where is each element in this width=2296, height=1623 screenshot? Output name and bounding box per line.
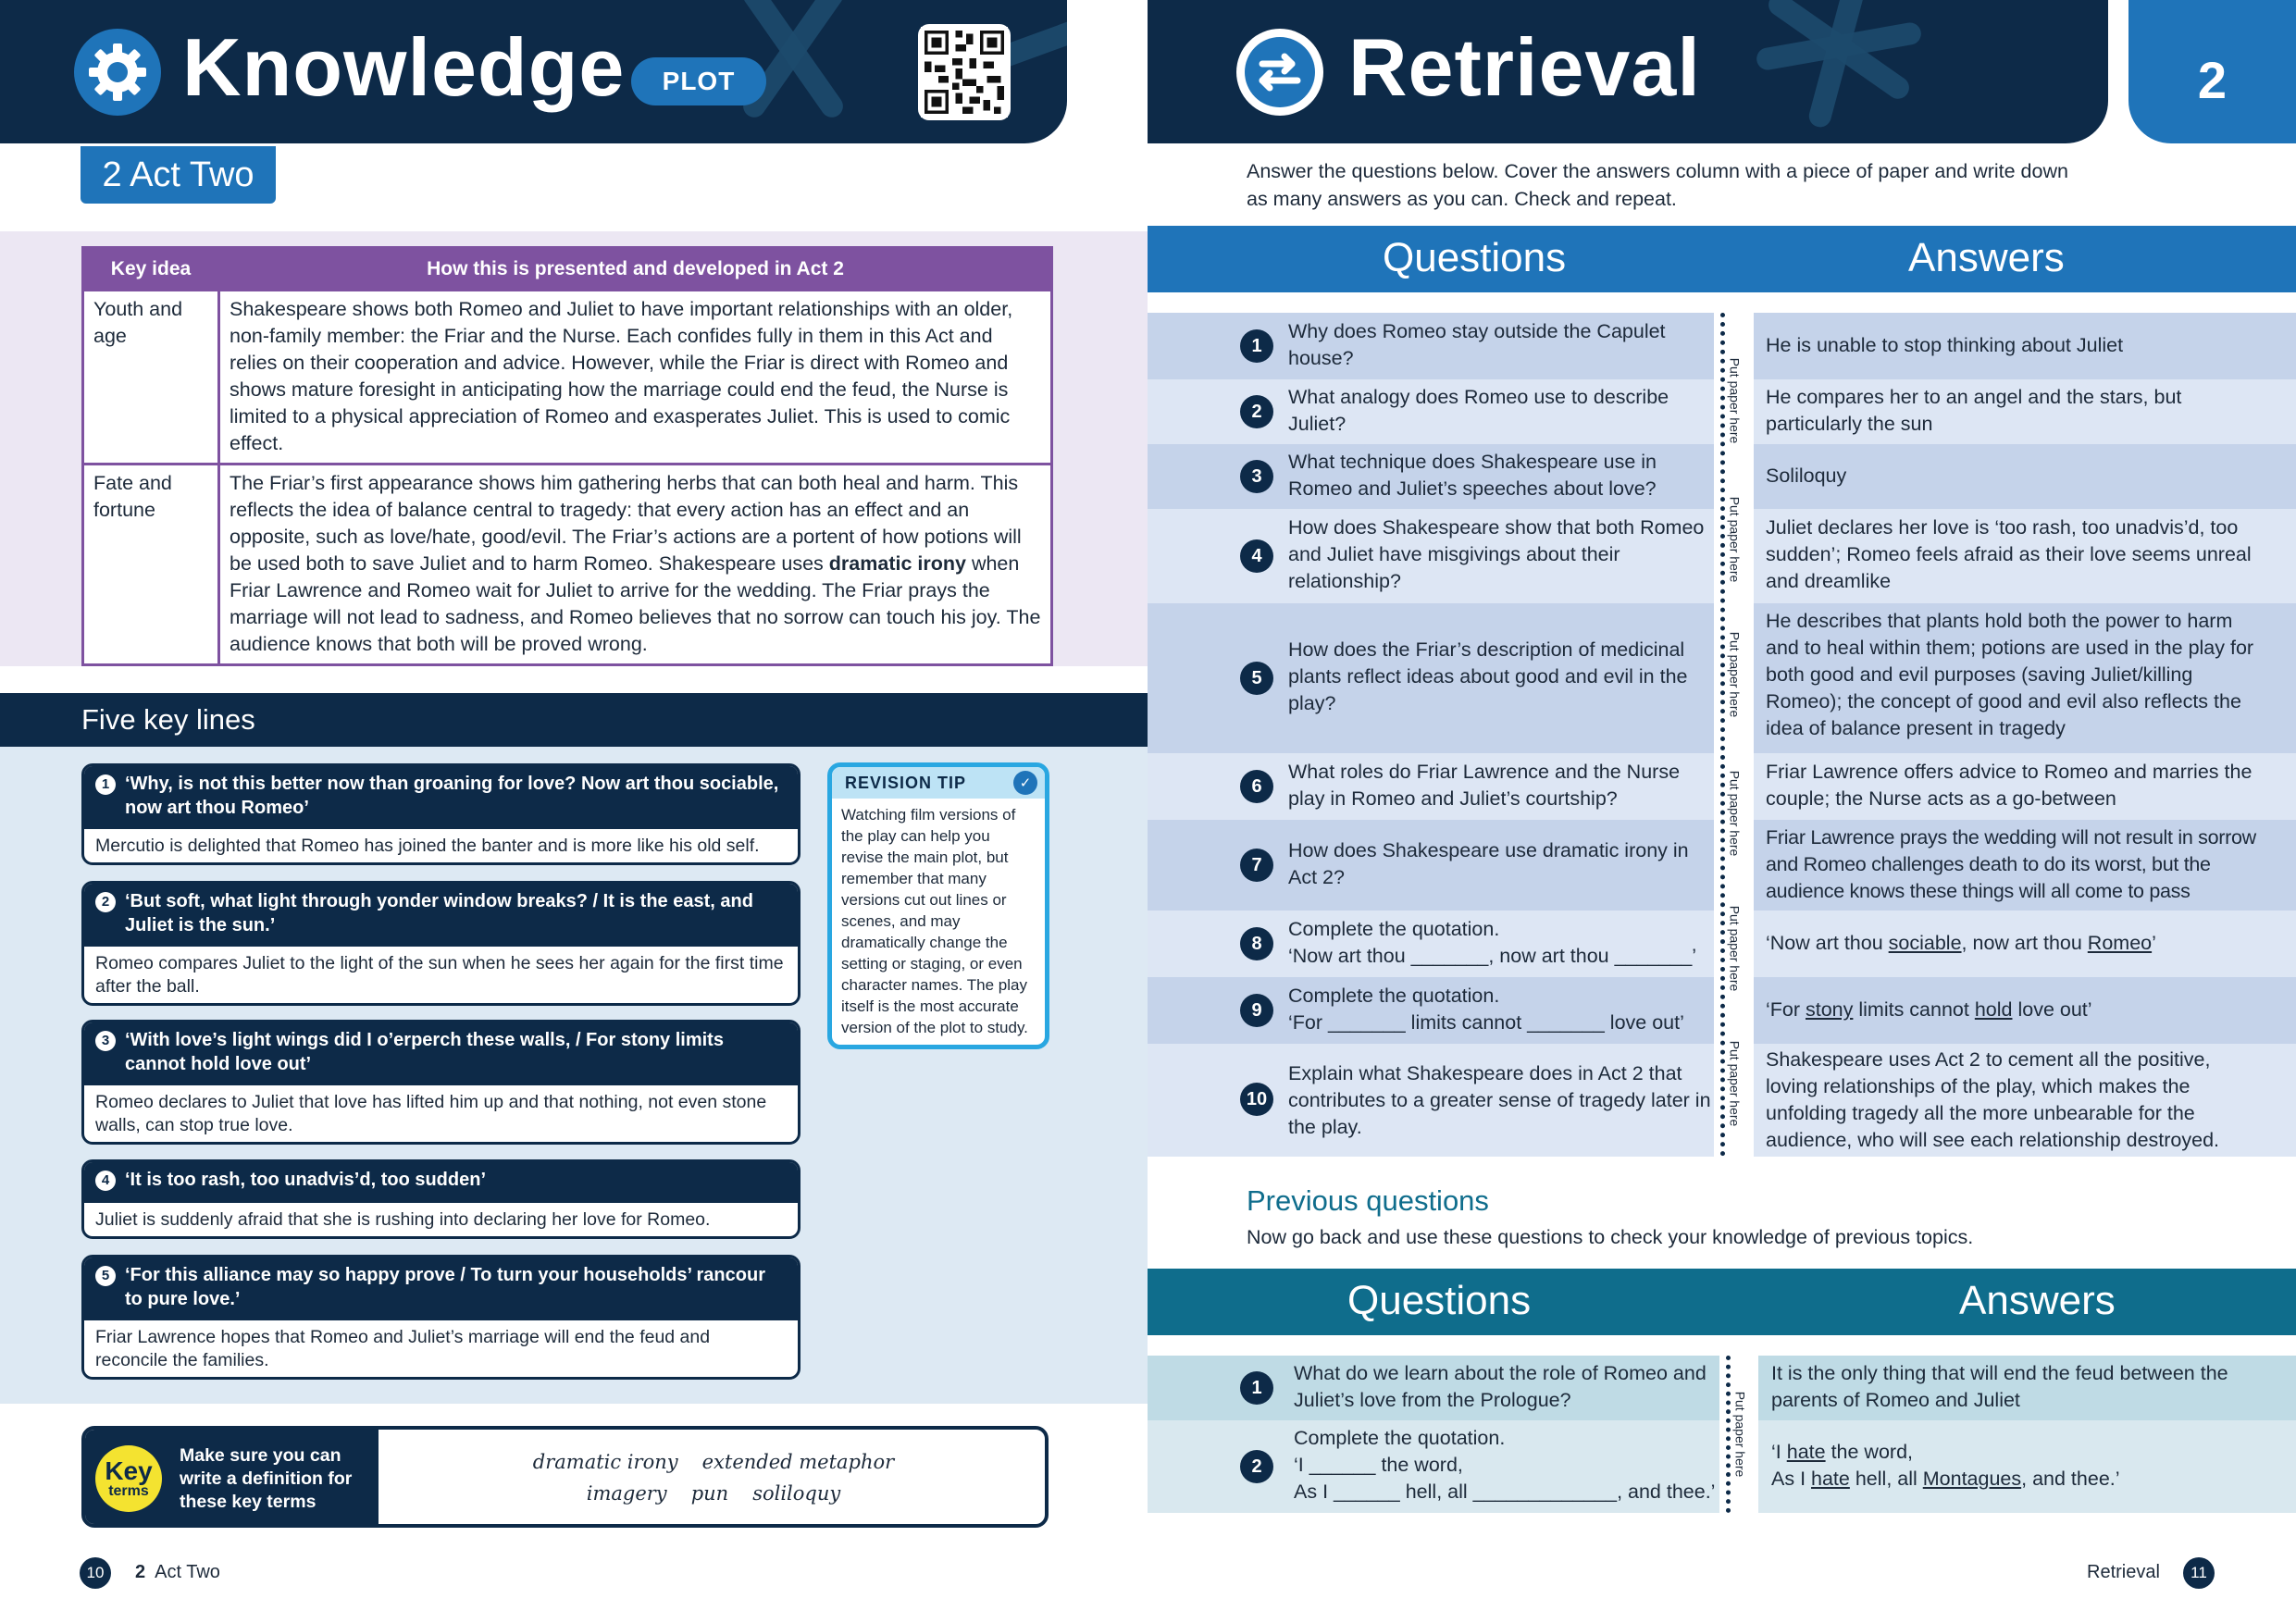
answers-heading: Answers	[1959, 1278, 2116, 1323]
section-label: 2 Act Two	[81, 146, 276, 204]
put-paper-here-label: Put paper here	[1727, 496, 1742, 583]
previous-questions-instructions: Now go back and use these questions to check your knowledge of previous topics.	[1247, 1226, 1974, 1248]
revision-tip-text: Watching film versions of the play can help you revise the main plot, but remember that many versions cut out lines or scenes, and may dramatically change the setting or staging, or even character names. The play itself is the most accurate version of the plot to study.	[841, 806, 1028, 1036]
question-number: 7	[1240, 849, 1273, 882]
revision-tip-title: REVISION TIP	[832, 767, 1045, 799]
exchange-arrows-icon	[1236, 29, 1323, 116]
previous-qa	[1148, 1356, 2296, 1515]
question-text: Complete the quotation. ‘I ______ the word, As I ______ hell, all _____________, and thee.’	[1294, 1427, 1716, 1503]
key-line-note: Juliet is suddenly afraid that she is rushing into declaring her love for Romeo.	[95, 1209, 711, 1230]
footer-label: 2 Act Two	[135, 1562, 220, 1582]
answer-text: Friar Lawrence prays the wedding will not result in sorrow and Romeo challenges death to do its worst, but the audience knows these things will all come to pass	[1766, 826, 2256, 902]
qa-header	[1148, 226, 2296, 292]
key-term: dramatic irony	[532, 1451, 678, 1473]
key-line-quote: ‘For this alliance may so happy prove / To turn your households’ rancour to pure love.’	[125, 1265, 765, 1309]
question-number: 10	[1240, 1083, 1273, 1116]
key-term: extended metaphor	[701, 1451, 895, 1473]
key-line-card	[81, 1159, 800, 1239]
question-number: 1	[1240, 329, 1273, 363]
number-badge: 2	[95, 892, 116, 912]
key-terms-list	[379, 1446, 1049, 1509]
number-badge: 3	[95, 1031, 116, 1051]
instructions: Answer the questions below. Cover the answers column with a piece of paper and write down as many answers as you can. Check and repeat.	[1247, 160, 2068, 210]
key-term: imagery	[586, 1482, 667, 1505]
footer-label: Retrieval	[2087, 1562, 2160, 1582]
key-line-note: Mercutio is delighted that Romeo has joined the banter and is more like his old self.	[95, 836, 760, 856]
key-line-quote: ‘Why, is not this better now than groaning for love? Now art thou sociable, now art thou Romeo’	[125, 774, 779, 818]
key-line-card	[81, 1020, 800, 1145]
number-badge: 5	[95, 1266, 116, 1286]
number-badge: 1	[95, 774, 116, 795]
answer-text: It is the only thing that will end the feud between the parents of Romeo and Juliet	[1771, 1362, 2228, 1411]
question-number: 6	[1240, 770, 1273, 803]
key-line-note: Romeo declares to Juliet that love has lifted him up and that nothing, not even stone walls, can stop true love.	[95, 1092, 767, 1135]
put-paper-here-label: Put paper here	[1727, 1040, 1742, 1127]
key-terms-badge: Key terms	[95, 1445, 162, 1512]
answers-heading: Answers	[1908, 235, 2065, 280]
question-text: What analogy does Romeo use to describe Juliet?	[1288, 386, 1669, 435]
number-badge: 4	[95, 1171, 116, 1191]
put-paper-here-label: Put paper here	[1727, 770, 1742, 857]
page-number: 11	[2183, 1557, 2215, 1589]
question-text: What technique does Shakespeare use in Romeo and Juliet’s speeches about love?	[1288, 451, 1657, 500]
answer-text: He describes that plants hold both the power to harm and to heal within them; potions are used in the play for both good and evil purposes (saving Juliet/killing Romeo); the concept of good and evil also reflects the idea of balance present in tragedy	[1766, 610, 2254, 739]
description-cell: Shakespeare shows both Romeo and Juliet to have important relationships with an older, non-family member: the Friar and the Nurse. Each confides fully in them in this Act and relies on their cooperation and advice. However, while the Friar is direct with Romeo and shows mature foresight in anticipating how the marriage could end the feud, the Nurse is limited to a physical appreciation of Romeo and exasperates Juliet. This is used to comic effect.	[219, 291, 1052, 465]
plot-badge: PLOT	[631, 57, 766, 105]
answer-text: ‘For stony limits cannot hold love out’	[1766, 998, 2092, 1021]
question-text: Why does Romeo stay outside the Capulet house?	[1288, 320, 1666, 369]
answer-text: ‘Now art thou sociable, now art thou Romeo’	[1766, 932, 2156, 954]
question-text: How does Shakespeare show that both Romeo and Juliet have misgivings about their relationship?	[1288, 516, 1705, 592]
chapter-number: 2	[2128, 0, 2296, 143]
question-number: 5	[1240, 662, 1273, 695]
answer-text: Juliet declares her love is ‘too rash, too unadvis’d, too sudden’; Romeo feels afraid as their love seems unreal and dreamlike	[1766, 516, 2252, 592]
key-idea-cell: Fate and fortune	[83, 465, 219, 665]
answer-text: Soliloquy	[1766, 465, 1847, 487]
qr-code[interactable]	[918, 24, 1011, 120]
question-number: 8	[1240, 927, 1273, 960]
key-terms-instruction: Make sure you can write a definition for these key terms	[180, 1445, 353, 1512]
question-number: 2	[1240, 395, 1273, 428]
key-line-quote: ‘But soft, what light through yonder window breaks? / It is the east, and Juliet is the sun.’	[125, 891, 753, 935]
previous-qa-header	[1148, 1269, 2296, 1335]
key-line-card	[81, 763, 800, 865]
gear-icon	[74, 29, 161, 116]
question-text: Complete the quotation. ‘For _______ limits cannot _______ love out’	[1288, 985, 1684, 1034]
question-number: 9	[1240, 994, 1273, 1027]
answer-text: ‘I hate the word, As I hate hell, all Montagues, and thee.’	[1771, 1441, 2120, 1490]
knowledge-header	[0, 0, 1067, 143]
question-text: How does Shakespeare use dramatic irony in Act 2?	[1288, 839, 1689, 888]
page-title: Knowledge	[182, 21, 626, 113]
key-term-bold: dramatic irony	[828, 552, 966, 575]
key-terms-box	[81, 1426, 1049, 1528]
description-cell: The Friar’s first appearance shows him gathering herbs that can both heal and harm. This reflects the idea of balance central to tragedy: that every action has an effect and an opposite, such as love/hate, good/evil. The Friar’s actions are a portent of how potions will be used both to save Juliet and to harm Romeo. Shakespeare uses dramatic irony when Friar Lawrence and Romeo wait for Juliet to arrive for the wedding. The Friar prays the marriage will not lead to sadness, and Romeo believes that no sorrow can touch his joy. The audience knows that both will be proved wrong.	[219, 465, 1052, 665]
put-paper-here-label: Put paper here	[1727, 905, 1742, 992]
key-line-note: Romeo compares Juliet to the light of the sun when he sees her again for the first time after the ball.	[95, 953, 784, 997]
put-paper-here-label: Put paper here	[1727, 357, 1742, 444]
key-term: soliloquy	[752, 1482, 841, 1505]
key-line-quote: ‘With love’s light wings did I o’erperch these walls, / For stony limits cannot hold love out’	[125, 1030, 724, 1074]
question-number: 4	[1240, 539, 1273, 573]
answer-text: He is unable to stop thinking about Juliet	[1766, 334, 2124, 356]
question-number: 3	[1240, 460, 1273, 493]
answer-text: Friar Lawrence offers advice to Romeo and marries the couple; the Nurse acts as a go-between	[1766, 761, 2253, 810]
question-number: 1	[1240, 1371, 1273, 1405]
key-line-card	[81, 881, 800, 1006]
key-line-card	[81, 1255, 800, 1380]
question-number: 2	[1240, 1450, 1273, 1483]
previous-questions-heading: Previous questions	[1247, 1184, 1489, 1217]
qa-row	[1148, 1420, 2296, 1513]
question-text: How does the Friar’s description of medicinal plants reflect ideas about good and evil in the play?	[1288, 638, 1688, 714]
section-heading: Five key lines	[0, 693, 1148, 747]
table-header-row	[83, 248, 1052, 291]
column-header: Key idea	[83, 248, 219, 291]
question-text: Explain what Shakespeare does in Act 2 that contributes to a greater sense of tragedy later in the play.	[1288, 1062, 1711, 1138]
answer-text: Shakespeare uses Act 2 to cement all the positive, loving relationships of the play, which makes the unfolding tragedy all the more unbearable for the audience, who will see each relationship destroyed.	[1766, 1048, 2220, 1151]
column-header: How this is presented and developed in Act 2	[219, 248, 1052, 291]
put-paper-here-label: Put paper here	[1727, 631, 1742, 718]
page-number: 10	[80, 1557, 111, 1589]
key-line-quote: ‘It is too rash, too unadvis’d, too sudden’	[125, 1170, 487, 1190]
questions-heading: Questions	[1347, 1278, 1532, 1323]
table-row	[83, 291, 1052, 465]
question-text: Complete the quotation. ‘Now art thou _______, now art thou _______’	[1288, 918, 1697, 967]
qa-row	[1148, 1356, 2296, 1420]
checklist-icon: ✓	[1013, 771, 1037, 795]
answer-text: He compares her to an angel and the stars, but particularly the sun	[1766, 386, 2182, 435]
key-term: pun	[690, 1482, 729, 1505]
retrieval-header	[1148, 0, 2108, 143]
key-idea-cell: Youth and age	[83, 291, 219, 465]
questions-heading: Questions	[1383, 235, 1567, 280]
revision-tip	[827, 762, 1049, 1049]
question-text: What do we learn about the role of Romeo and Juliet’s love from the Prologue?	[1294, 1362, 1706, 1411]
key-line-note: Friar Lawrence hopes that Romeo and Juliet’s marriage will end the feud and reconcile the families.	[95, 1327, 711, 1370]
question-text: What roles do Friar Lawrence and the Nurse play in Romeo and Juliet’s courtship?	[1288, 761, 1681, 810]
page-title: Retrieval	[1348, 21, 1701, 113]
put-paper-here-label: Put paper here	[1732, 1391, 1747, 1478]
key-ideas-table	[81, 246, 1053, 666]
table-row	[83, 465, 1052, 665]
